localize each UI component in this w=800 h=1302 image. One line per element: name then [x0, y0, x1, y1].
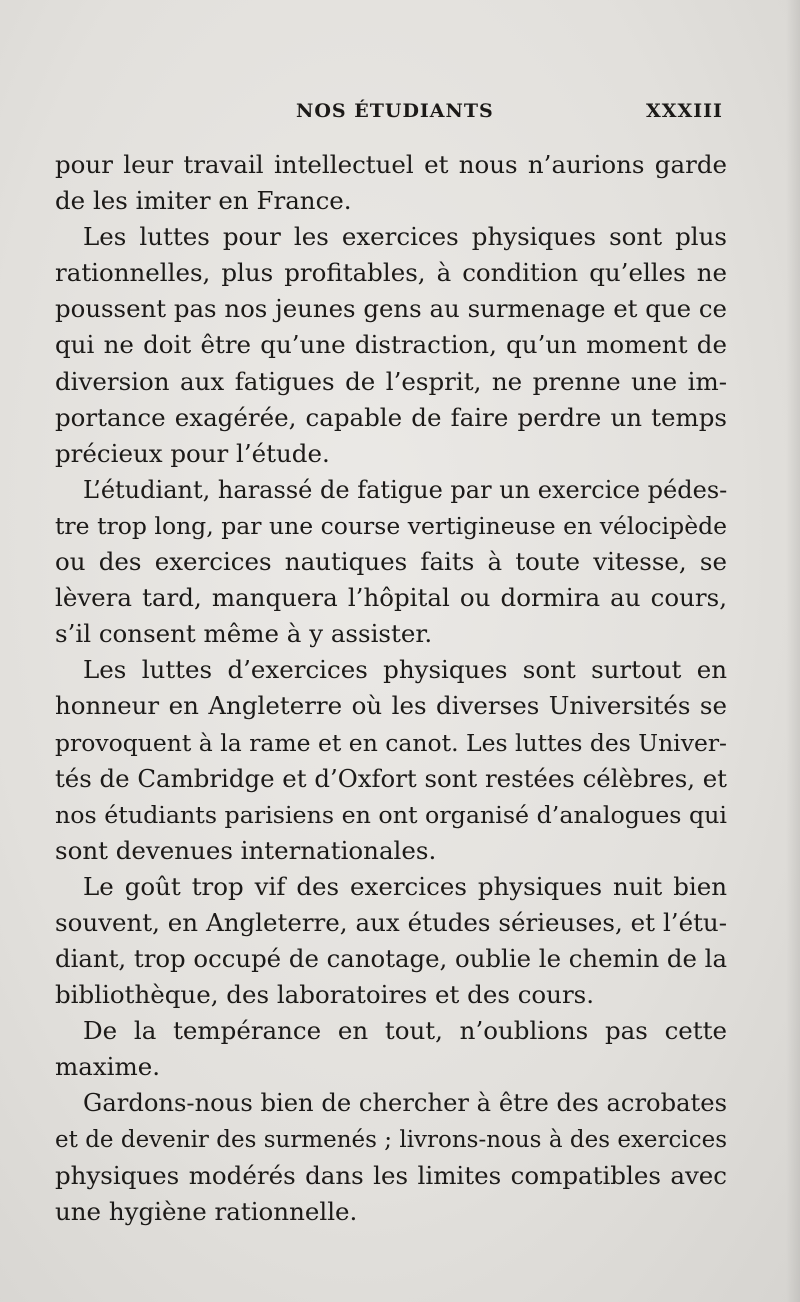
text-line: portance exagérée, capable de faire perdre un temps — [55, 402, 727, 432]
text-line: diversion aux fatigues de l’esprit, ne prenne une im- — [55, 366, 727, 396]
text-line: Le goût trop vif des exercices physiques nuit bien — [83, 871, 727, 901]
text-line: pour leur travail intellectuel et nous n’aurions garde — [55, 150, 727, 179]
body-text — [55, 147, 727, 1230]
text-line: poussent pas nos jeunes gens au surmenage et que ce — [55, 294, 727, 324]
text-line: de les imiter en France. — [55, 186, 352, 216]
text-line: Gardons-nous bien de chercher à être des acrobates — [83, 1089, 727, 1118]
page-edge-shadow — [786, 0, 800, 1302]
text-line: sont devenues internationales. — [55, 835, 437, 865]
text-line: bibliothèque, des laboratoires et des cours. — [55, 980, 595, 1010]
text-line: nos étudiants parisiens en ont organisé d’analogues qui — [55, 800, 728, 829]
text-line: et de devenir des surmenés ; livrons-nous à des exercices — [55, 1126, 727, 1153]
text-line: honneur en Angleterre où les diverses Universités se — [55, 691, 727, 721]
running-title: NOS ÉTUDIANTS — [296, 100, 494, 122]
page-number: XXXIII — [646, 100, 723, 122]
text-line: s’il consent même à y assister. — [55, 619, 433, 649]
text-line: physiques modérés dans les limites compatibles avec — [55, 1160, 727, 1190]
text-line: tés de Cambridge et d’Oxfort sont restées célèbres, et — [55, 763, 727, 793]
text-line: ou des exercices nautiques faits à toute vitesse, se — [55, 547, 727, 577]
text-line: qui ne doit être qu’une distraction, qu’un moment de — [55, 330, 727, 360]
text-line: souvent, en Angleterre, aux études sérieuses, et l’étu- — [55, 907, 727, 937]
text-line: Les luttes pour les exercices physiques sont plus — [83, 222, 727, 252]
text-line: précieux pour l’étude. — [55, 438, 330, 468]
running-head — [0, 100, 800, 130]
text-line: De la tempérance en tout, n’oublions pas cette — [83, 1016, 727, 1046]
text-line: lèvera tard, manquera l’hôpital ou dormira au cours, — [55, 583, 727, 613]
text-line: Les luttes d’exercices physiques sont surtout en — [83, 655, 727, 685]
text-line: L’étudiant, harassé de fatigue par un exercice pédes- — [83, 475, 728, 504]
text-line: rationnelles, plus profitables, à condition qu’elles ne — [55, 258, 727, 288]
text-line: diant, trop occupé de canotage, oublie le chemin de la — [55, 944, 727, 974]
text-line: maxime. — [55, 1052, 161, 1082]
text-line: une hygiène rationnelle. — [55, 1196, 358, 1226]
text-line: tre trop long, par une course vertigineuse en vélocipède — [55, 511, 727, 540]
text-line: provoquent à la rame et en canot. Les luttes des Univer- — [55, 728, 727, 757]
